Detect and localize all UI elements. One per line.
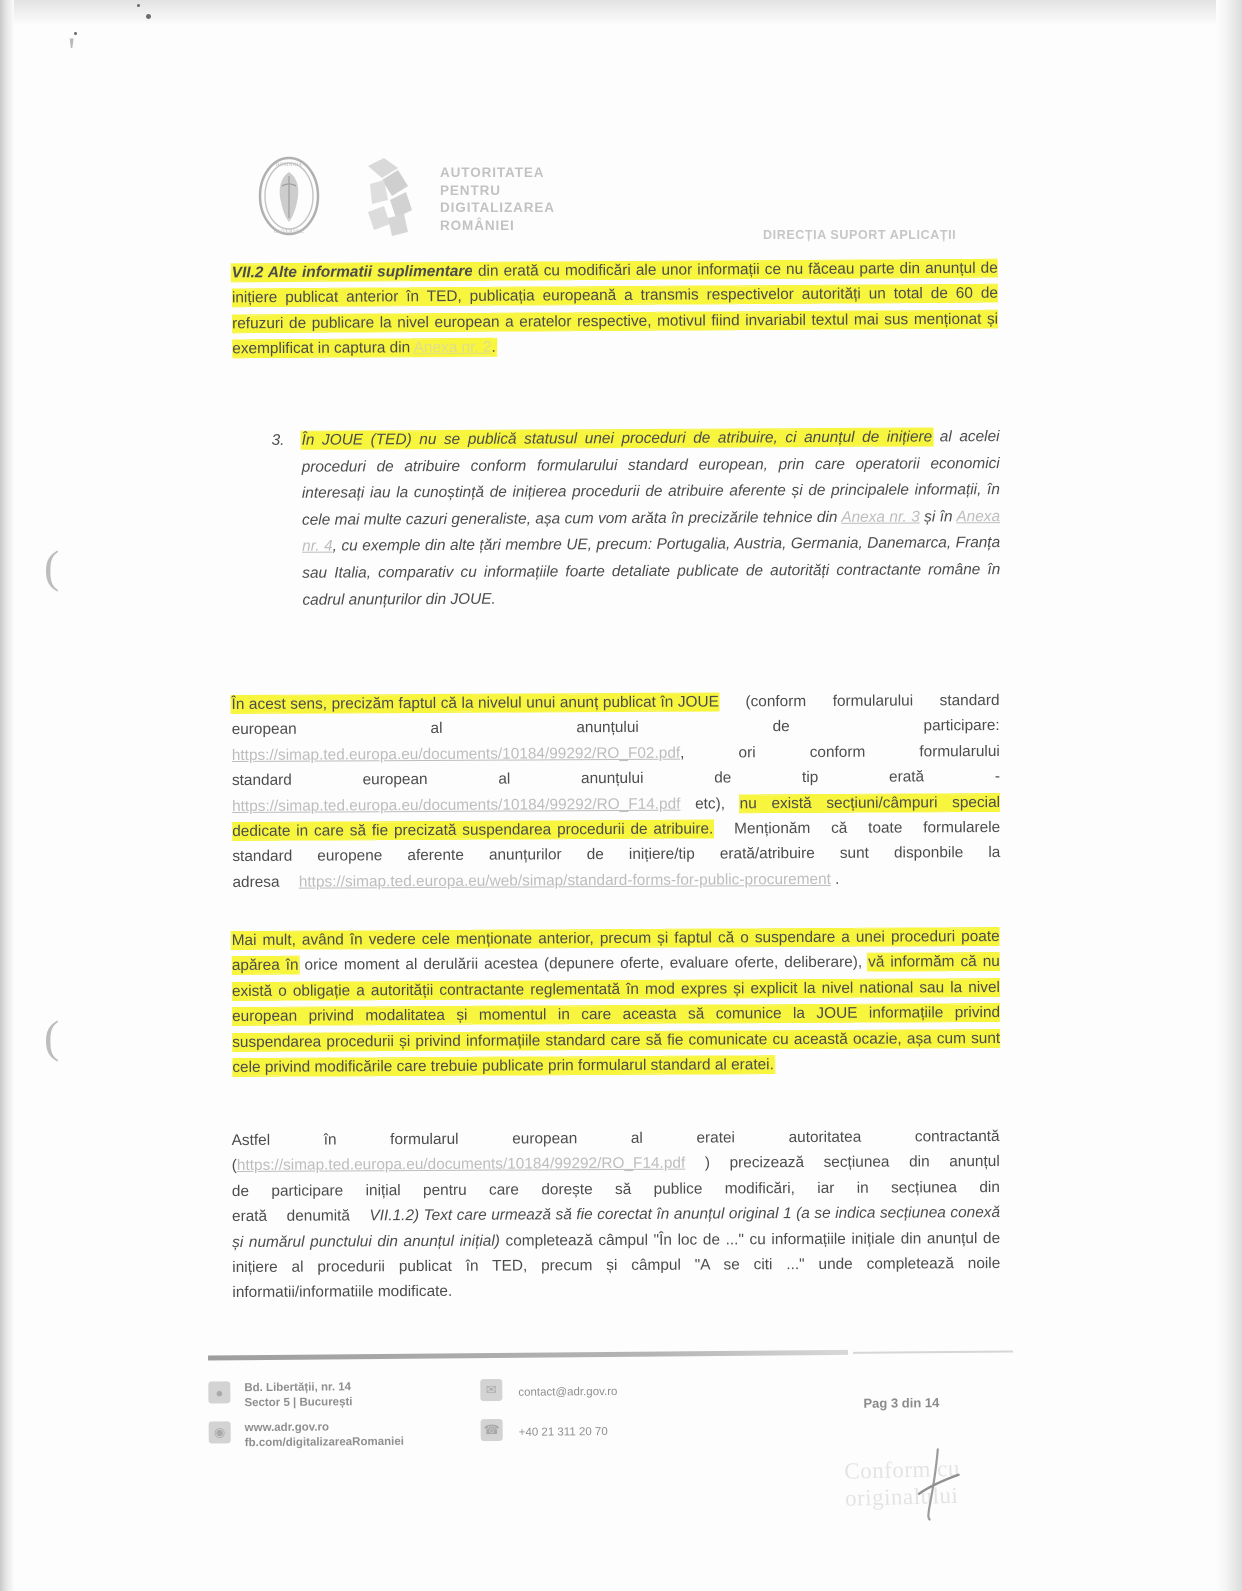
handwritten-signature-icon <box>902 1444 984 1524</box>
stamp-line-1: Conform cu <box>844 1455 961 1484</box>
binding-mark-upper: ( <box>44 541 60 592</box>
acest-sens-highlight-2: nu există secțiuni/câmpuri special dedicate in care să fie precizată suspendarea procedurii de atribuire. <box>232 793 1001 841</box>
phone-icon: ☎ <box>483 1421 500 1438</box>
acest-sens-text-3: etc), <box>680 794 740 813</box>
acest-sens-highlight-1: În acest sens, precizăm faptul că la nivelul unui anunț publicat în JOUE <box>231 693 719 714</box>
binding-mark-lower: ( <box>44 1011 60 1062</box>
mai-mult-highlight-1: Mai mult, având în vedere cele menționate anterior, precum și faptul că o suspendare a unei proceduri poate apărea în <box>231 927 1000 975</box>
document-header <box>258 152 978 242</box>
document-footer <box>208 1349 1008 1450</box>
paragraph-astfel <box>232 1124 1001 1306</box>
org-line-4: ROMÂNIEI <box>440 217 515 233</box>
footer-email[interactable]: contact@adr.gov.ro <box>518 1385 618 1399</box>
list-item-3-number: 3. <box>271 431 285 449</box>
department-name: DIRECȚIA SUPORT APLICAȚII <box>763 228 957 242</box>
stamp-line-2: originalului <box>844 1482 959 1511</box>
list-item-3-body <box>302 424 1001 614</box>
list-item-3-between-links: și în <box>919 508 957 526</box>
astfel-text-2: ) precizează secțiunea din anunțul de participare inițial pentru care dorește să publice modificări, iar in secțiunea din erată denumită <box>231 1153 1000 1226</box>
list-item-3-highlight: În JOUE (TED) nu se publică statusul unei proceduri de atribuire, ci anunțul de inițiere <box>301 428 933 449</box>
paragraph-acest-sens <box>231 688 1000 895</box>
footer-website[interactable]: www.adr.gov.ro <box>244 1421 330 1435</box>
page-number: Pag 3 din 14 <box>863 1395 940 1411</box>
footer-web <box>245 1420 404 1451</box>
conform-cu-originalul-stamp <box>844 1452 1056 1537</box>
footer-divider <box>208 1350 848 1361</box>
adr-logo-icon <box>354 156 432 240</box>
mai-mult-highlight-2: vă informăm că nu există o obligație a autorității contractante reglementată în mod expres și explicit la nivel national sau la nivel european privind modalitatea și momentul in care aceasta să comunice la JOUE informațiile privind suspendarea procedurii și privind informațiile standard care să fie comunicate cu această ocazie, așa cum sunt cele privind modificările care trebuie publicate prin formularul standard al eratei. <box>231 953 1001 1077</box>
footer-address <box>244 1380 352 1411</box>
svg-text:GUVERNUL: GUVERNUL <box>273 229 305 235</box>
simap-standard-forms-url-link[interactable]: https://simap.ted.europa.eu/web/simap/standard-forms-for-public-procurement <box>298 870 831 891</box>
anexa-nr-3-link[interactable]: Anexa nr. 3 <box>841 508 920 526</box>
list-item-3-segment-2: al acelei proceduri de atribuire conform formularului standard european, prin care operatorii economici interesați iau la cunoștință de inițierea procedurii de atribuire aferente și de principalele informații, în cele mai multe cazuri generaliste, așa cum vom arăta în precizările tehnice din <box>301 428 1000 529</box>
org-line-2: PENTRU <box>440 182 501 198</box>
footer-divider-secondary <box>853 1350 1013 1353</box>
org-line-3: DIGITALIZAREA <box>440 200 555 215</box>
astfel-italic-quote: VII.1.2) Text care urmează să fie corectat în anunțul original 1 (a se indica secțiunea conexă și numărul punctului din anunțul inițial) <box>232 1204 1001 1251</box>
location-pin-icon: ● <box>215 1384 224 1400</box>
acest-sens-text-5: . <box>830 870 840 888</box>
footer-address-line-2: Sector 5 | București <box>244 1396 353 1410</box>
paragraph-vii2 <box>232 256 999 362</box>
astfel-text-1: Astfel în formularul european al eratei autoritatea contractantă ( <box>231 1127 1000 1175</box>
acest-sens-text-2: , ori conform formularului standard european al anunțului de tip erată - <box>231 742 1000 790</box>
astfel-text-3: completează câmpul "În loc de ..." cu informațiile inițiale din anunțul de inițiere al procedurii publicat în TED, precum și câmpul "A se citi ..." unde completează noile informatii/informatiile modificate. <box>232 1229 1001 1302</box>
footer-address-line-1: Bd. Libertății, nr. 14 <box>244 1381 352 1395</box>
paragraph-vii2-text: din erată cu modificări ale unor informații ce nu făceau parte din anunțul de inițiere publicat anterior în TED, publicația europeană a transmis respectivelor autorități un total de 60 de refuzuri de publicare la nivel european a eratelor respective, motivul fiind invariabil textul mai sus menționat și exemplificat in captura din <box>231 259 999 358</box>
anexa-nr-2-link[interactable]: Anexa nr. 2 <box>413 338 492 357</box>
organization-name <box>440 164 555 234</box>
mail-icon: ✉ <box>485 1381 497 1398</box>
astfel-simap-f14-url-link[interactable]: https://simap.ted.europa.eu/documents/10184/99292/RO_F14.pdf <box>236 1155 686 1175</box>
mai-mult-text-1: orice moment al derulării acestea (depunere oferte, evaluare oferte, deliberare), <box>298 954 869 975</box>
footer-phone: +40 21 311 20 70 <box>518 1426 608 1439</box>
list-item-3-segment-3: , cu exemple din alte țări membre UE, precum: Portugalia, Austria, Germania, Danemarca, Franța sau Italia, comparativ cu informațiile foarte detaliate publicate de autorități contractante române în cadrul anunțurilor din JOUE. <box>302 534 1001 609</box>
globe-icon: ◉ <box>213 1424 226 1440</box>
romania-coat-of-arms-icon <box>258 156 320 236</box>
paragraph-mai-mult <box>232 924 1001 1080</box>
simap-f02-url-link[interactable]: https://simap.ted.europa.eu/documents/10184/99292/RO_F02.pdf <box>231 744 681 764</box>
svg-text:ROMANIA: ROMANIA <box>275 162 303 168</box>
simap-f14-url-link[interactable]: https://simap.ted.europa.eu/documents/10184/99292/RO_F14.pdf <box>232 795 681 815</box>
paragraph-vii2-tail: . <box>491 338 496 356</box>
hole-punch-mark: ' <box>68 29 76 74</box>
list-item-3 <box>272 424 1001 614</box>
acest-sens-text-1: (conform formularului standard european al anunțului de participare: <box>231 691 1000 739</box>
anexa-nr-4-link[interactable]: Anexa nr. 4 <box>302 507 1001 556</box>
paragraph-vii2-lead: VII.2 Alte informatii suplimentare <box>231 262 473 282</box>
footer-facebook[interactable]: fb.com/digitalizareaRomaniei <box>244 1435 404 1450</box>
acest-sens-text-4: Menționăm că toate formularele standard europene aferente anunțurilor de inițiere/tip erată/atribuire sunt disponbile la adresa <box>232 819 1001 891</box>
org-line-1: AUTORITATEA <box>440 165 545 180</box>
